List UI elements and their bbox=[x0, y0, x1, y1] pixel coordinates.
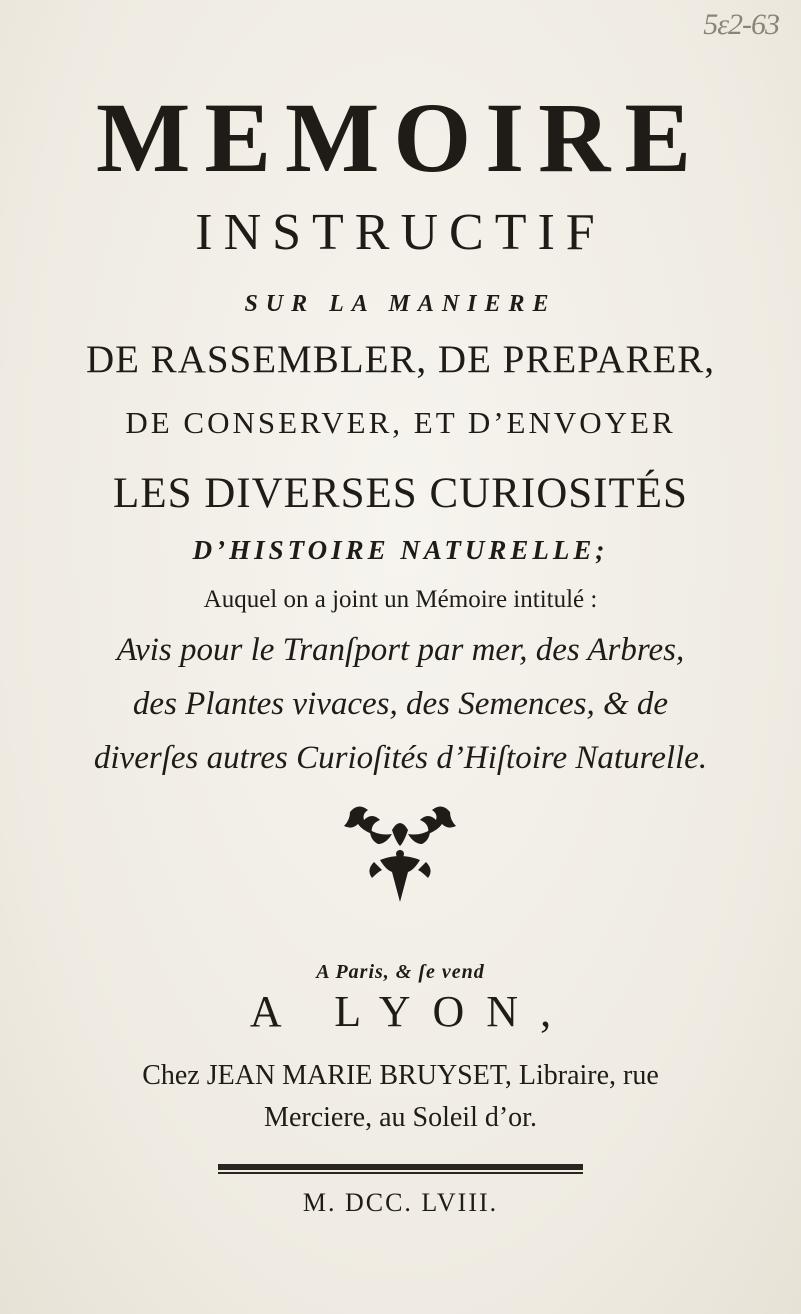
main-title: MEMOIRE bbox=[95, 82, 706, 193]
title-line-conserver: DE CONSERVER, ET D’ENVOYER bbox=[125, 405, 676, 440]
shelfmark-annotation: 5ε2-63 bbox=[703, 8, 779, 41]
subtitle-avis-line-1: Avis pour le Tranſport par mer, des Arbres, bbox=[116, 632, 685, 668]
title-line-curiosites: LES DIVERSES CURIOSITÉS bbox=[113, 470, 688, 517]
imprint-printer-line-2: Merciere, au Soleil d’or. bbox=[264, 1102, 537, 1133]
subtitle-intro: Auquel on a joint un Mémoire intitulé : bbox=[203, 586, 598, 613]
subtitle-avis-line-3: diverſes autres Curioſités d’Hiſtoire Naturelle. bbox=[93, 740, 708, 776]
title-line-histoire-naturelle: D’HISTOIRE NATURELLE; bbox=[192, 535, 609, 565]
imprint-city: A LYON, bbox=[249, 987, 574, 1036]
imprint-year: M. DCC. LVIII. bbox=[302, 1188, 499, 1217]
imprint-printer-line-1: Chez JEAN MARIE BRUYSET, Libraire, rue bbox=[142, 1060, 659, 1091]
title-line-sur-la-maniere: SUR LA MANIERE bbox=[244, 291, 557, 317]
double-rule-thick bbox=[218, 1164, 583, 1170]
printer-fleuron-icon bbox=[330, 800, 470, 910]
imprint-sold-in-paris: A Paris, & ſe vend bbox=[316, 961, 485, 983]
subtitle-avis-line-2: des Plantes vivaces, des Semences, & de bbox=[132, 686, 669, 722]
title-line-rassembler: DE RASSEMBLER, DE PREPARER, bbox=[85, 338, 716, 381]
title-line-instructif: INSTRUCTIF bbox=[195, 204, 606, 261]
double-rule-thin bbox=[218, 1172, 583, 1174]
